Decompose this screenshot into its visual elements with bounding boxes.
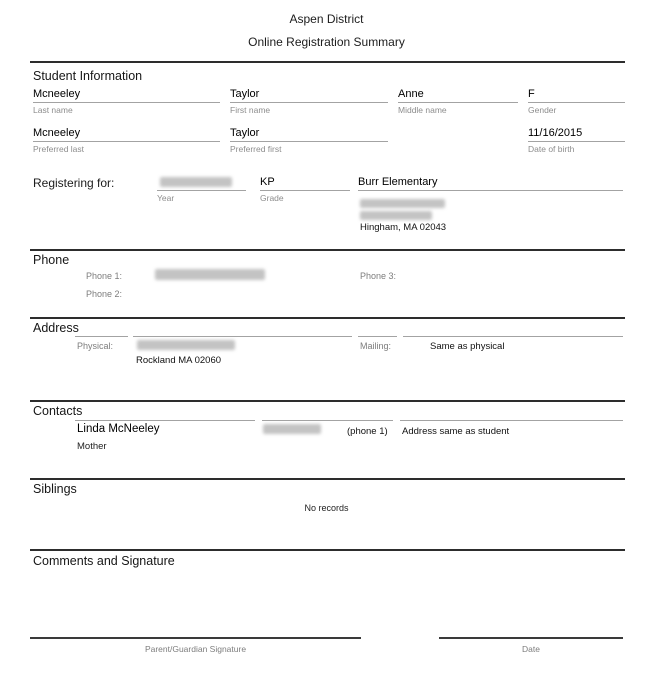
year-redaction-blur — [160, 177, 232, 187]
grade-value: KP — [260, 176, 350, 191]
school-address-line2-redaction-blur — [360, 211, 432, 220]
year-value-redacted — [157, 176, 246, 191]
mailing-value: Same as physical — [430, 341, 505, 352]
section-divider-signature — [30, 549, 625, 551]
preferred-last-label: Preferred last — [33, 144, 85, 154]
contact-phone-line — [262, 420, 393, 421]
phone2-label: Phone 2: — [86, 289, 123, 299]
school-city: Hingham, MA 02043 — [360, 222, 447, 233]
contact-phone-note: (phone 1) — [347, 426, 388, 437]
physical-label-line — [75, 336, 128, 337]
date-of-birth-value: 11/16/2015 — [528, 127, 625, 142]
physical-value-line — [133, 336, 352, 337]
first-name-field — [230, 88, 388, 115]
registering-year-field — [157, 176, 246, 203]
parent-signature-label: Parent/Guardian Signature — [144, 644, 247, 654]
physical-address-redaction-blur — [137, 340, 235, 350]
year-label: Year — [157, 193, 175, 203]
phone1-label: Phone 1: — [86, 271, 123, 281]
first-name-label: First name — [230, 105, 271, 115]
last-name-field — [33, 88, 220, 115]
physical-label: Physical: — [77, 341, 114, 351]
student-section-title: Student Information — [33, 69, 143, 83]
school-name-value: Burr Elementary — [358, 176, 623, 191]
contact-address-line — [400, 420, 623, 421]
mailing-value-line — [403, 336, 623, 337]
gender-value: F — [528, 88, 625, 103]
school-address-line1-redaction-blur — [360, 199, 445, 208]
phone-section-title: Phone — [33, 253, 70, 267]
middle-name-value: Anne — [398, 88, 518, 103]
section-divider-contacts — [30, 400, 625, 402]
parent-signature-line — [30, 637, 361, 639]
siblings-section-title: Siblings — [33, 482, 77, 496]
last-name-value: Mcneeley — [33, 88, 220, 103]
contact-relationship: Mother — [77, 441, 107, 452]
contact-name: Linda McNeeley — [77, 423, 160, 435]
section-divider-student — [30, 61, 625, 63]
document-subtitle: Online Registration Summary — [248, 35, 405, 49]
first-name-value: Taylor — [230, 88, 388, 103]
date-label: Date — [522, 644, 540, 654]
document-title: Aspen District — [289, 12, 364, 26]
registering-for-label: Registering for: — [33, 176, 115, 190]
date-of-birth-field — [528, 127, 625, 154]
contacts-section-title: Contacts — [33, 404, 83, 418]
mailing-label-line — [358, 336, 397, 337]
section-divider-phone — [30, 249, 625, 251]
contact-phone-redaction-blur — [263, 424, 321, 434]
school-field — [358, 176, 623, 233]
preferred-first-value: Taylor — [230, 127, 388, 142]
date-line — [439, 637, 623, 639]
preferred-last-field — [33, 127, 220, 154]
phone1-redaction-blur — [155, 269, 265, 280]
gender-field — [528, 88, 625, 115]
date-of-birth-label: Date of birth — [528, 144, 575, 154]
contact-name-line — [75, 420, 255, 421]
mailing-label: Mailing: — [360, 341, 392, 351]
preferred-first-field — [230, 127, 388, 154]
contact-address-note: Address same as student — [402, 426, 510, 437]
middle-name-field — [398, 88, 518, 115]
phone3-label: Phone 3: — [360, 271, 397, 281]
gender-label: Gender — [528, 105, 557, 115]
registering-grade-field — [260, 176, 350, 203]
siblings-no-records-text: No records — [304, 503, 349, 513]
grade-label: Grade — [260, 193, 284, 203]
preferred-last-value: Mcneeley — [33, 127, 220, 142]
section-divider-siblings — [30, 478, 625, 480]
middle-name-label: Middle name — [398, 105, 447, 115]
physical-city: Rockland MA 02060 — [136, 355, 222, 366]
address-section-title: Address — [33, 321, 79, 335]
section-divider-address — [30, 317, 625, 319]
last-name-label: Last name — [33, 105, 73, 115]
preferred-first-label: Preferred first — [230, 144, 282, 154]
signature-section-title: Comments and Signature — [33, 554, 175, 568]
